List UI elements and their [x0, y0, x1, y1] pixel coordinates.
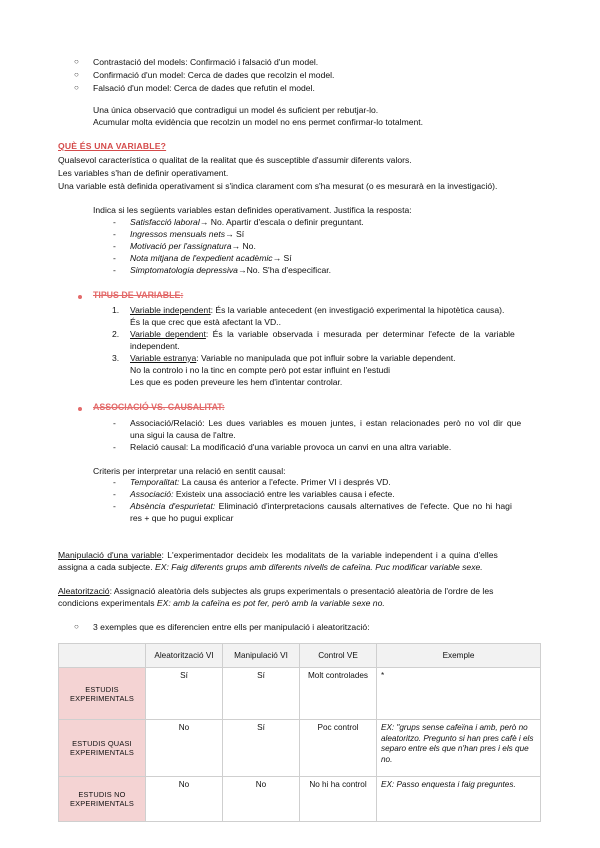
examples-bullet: 3 exemples que es diferencien entre ells per manipulació i aleatorització: [93, 622, 370, 632]
exercise-item: Motivació per l'assignatura→ No. [130, 241, 256, 251]
table-cell: No [146, 720, 223, 777]
intro-bullet: Falsació d'un model: Cerca de dades que refutin el model. [93, 83, 315, 93]
dash-bullet: - [113, 229, 116, 239]
dash-bullet: - [113, 253, 116, 263]
table-header-cell: Control VE [300, 644, 377, 668]
table-header-cell: Exemple [377, 644, 541, 668]
definition-line: Qualsevol característica o qualitat de la realitat que és susceptible d'assumir diferents valors. [58, 155, 412, 165]
section-title-association: ASSOCIACIÓ VS. CAUSALITAT: [93, 402, 225, 412]
table-header-cell [59, 644, 146, 668]
type-number: 2. [112, 329, 120, 339]
intro-note: Acumular molta evidència que recolzin un model no ens permet confirmar-lo totalment. [93, 117, 424, 127]
section-title-types: TIPUS DE VARIABLE: [93, 290, 184, 300]
dash-bullet: - [113, 501, 116, 511]
red-bullet-icon [78, 407, 82, 411]
exercise-item: Ingressos mensuals nets→ Sí [130, 229, 245, 239]
type-item-extra: No la controlo i no la tinc en compte però pot estar influint en l'estudi [130, 365, 391, 375]
criteria-item: Associació: Existeix una associació entre les variables causa i efecte. [130, 489, 395, 499]
criteria-item: Absència d'espurietat: Eliminació d'interpretacions causals alternatives de l'efecte. Que no hi hagi [130, 501, 512, 511]
table-row [59, 720, 541, 777]
dash-bullet: - [113, 241, 116, 251]
type-item: Variable estranya: Variable no manipulada que pot influir sobre la variable dependent. [130, 353, 456, 363]
exercise-prompt: Indica si les següents variables estan definides operativament. Justifica la resposta: [93, 205, 412, 215]
randomization-example: condicions experimentals EX: amb la cafeïna es pot fer, però amb la variable sexe no. [58, 598, 385, 608]
row-label: ESTUDIS EXPERIMENTALS [59, 668, 146, 720]
assoc-item: una sigui la causa de l'altre. [130, 430, 236, 440]
table-row [59, 777, 541, 822]
circle-bullet-icon: ○ [74, 622, 79, 631]
exercise-item: Satisfacció laboral→ No. Apartir d'escala o definir preguntant. [130, 217, 364, 227]
table-cell: No hi ha control [300, 777, 377, 822]
exercise-item: Nota mitjana de l'expedient acadèmic→ Sí [130, 253, 292, 263]
type-item: Variable independent: És la variable antecedent (en investigació experimental la hipotètica causa). [130, 305, 505, 315]
table-row [59, 668, 541, 720]
circle-bullet-icon: ○ [74, 57, 79, 66]
comparison-table [58, 643, 541, 822]
table-cell: EX: Passo enquesta i faig preguntes. [377, 777, 541, 822]
manipulation-definition: Manipulació d'una variable: L'experimentador decideix les modalitats de la variable independent i a quina d'elles [58, 550, 498, 560]
criteria-item-extra: res + que ho pugui explicar [130, 513, 234, 523]
dash-bullet: - [113, 265, 116, 275]
type-item-extra: independent. [130, 341, 180, 351]
type-number: 1. [112, 305, 120, 315]
dash-bullet: - [113, 418, 116, 428]
table-cell: Poc control [300, 720, 377, 777]
table-cell: No [146, 777, 223, 822]
row-label: ESTUDIS NO EXPERIMENTALS [59, 777, 146, 822]
randomization-definition: Aleatorització: Assignació aleatòria dels subjectes als grups experimentals o presentació aleatòria de l'ordre de les [58, 586, 494, 596]
table-cell: EX: "grups sense cafeïna i amb, però no aleatoritzo. Pregunto si han pres cafè i els separo entre els que n'han pres i els que no. [377, 720, 541, 777]
criteria-title: Criteris per interpretar una relació en sentit causal: [93, 466, 286, 476]
intro-bullet: Contrastació del models: Confirmació i falsació d'un model. [93, 57, 319, 67]
type-number: 3. [112, 353, 120, 363]
assoc-item: Associació/Relació: Les dues variables es mouen juntes, i estan relacionades però no vol dir que [130, 418, 522, 428]
row-label: ESTUDIS QUASI EXPERIMENTALS [59, 720, 146, 777]
assoc-item: Relació causal: La modificació d'una variable provoca un canvi en una altra variable. [130, 442, 452, 452]
intro-note: Una única observació que contradigui un model és suficient per rebutjar-lo. [93, 105, 379, 115]
table-header-cell: Manipulació VI [223, 644, 300, 668]
dash-bullet: - [113, 489, 116, 499]
table-header-cell: Aleatorització VI [146, 644, 223, 668]
table-cell: Sí [223, 720, 300, 777]
definition-line: Les variables s'han de definir operativament. [58, 168, 229, 178]
table-cell: Molt controlades [300, 668, 377, 720]
circle-bullet-icon: ○ [74, 83, 79, 92]
type-item: Variable dependent: És la variable observada i mesurada per determinar l'efecte de la variable [130, 329, 515, 339]
table-cell: Sí [146, 668, 223, 720]
section-title-variable: QUÈ ÉS UNA VARIABLE? [58, 141, 167, 151]
criteria-item: Temporalitat: La causa és anterior a l'efecte. Primer VI i després VD. [130, 477, 391, 487]
dash-bullet: - [113, 217, 116, 227]
dash-bullet: - [113, 477, 116, 487]
dash-bullet: - [113, 442, 116, 452]
table-header-row [59, 644, 541, 668]
definition-line: Una variable està definida operativament si s'indica clarament com s'ha mesurat (o es mesurarà en la investigació). [58, 181, 498, 191]
manipulation-example: assigna a cada subjecte. EX: Faig diferents grups amb diferents nivells de cafeïna. Puc modificar variable sexe. [58, 562, 483, 572]
type-item-extra: Les que es poden preveure les hem d'intentar controlar. [130, 377, 343, 387]
circle-bullet-icon: ○ [74, 70, 79, 79]
table-cell: * [377, 668, 541, 720]
exercise-item: Simptomatologia depressiva→No. S'ha d'especificar. [130, 265, 332, 275]
red-bullet-icon [78, 295, 82, 299]
table-cell: Sí [223, 668, 300, 720]
intro-bullet: Confirmació d'un model: Cerca de dades que recolzin el model. [93, 70, 335, 80]
type-item-extra: És la que crec que està afectant la VD.. [130, 317, 281, 327]
table-cell: No [223, 777, 300, 822]
